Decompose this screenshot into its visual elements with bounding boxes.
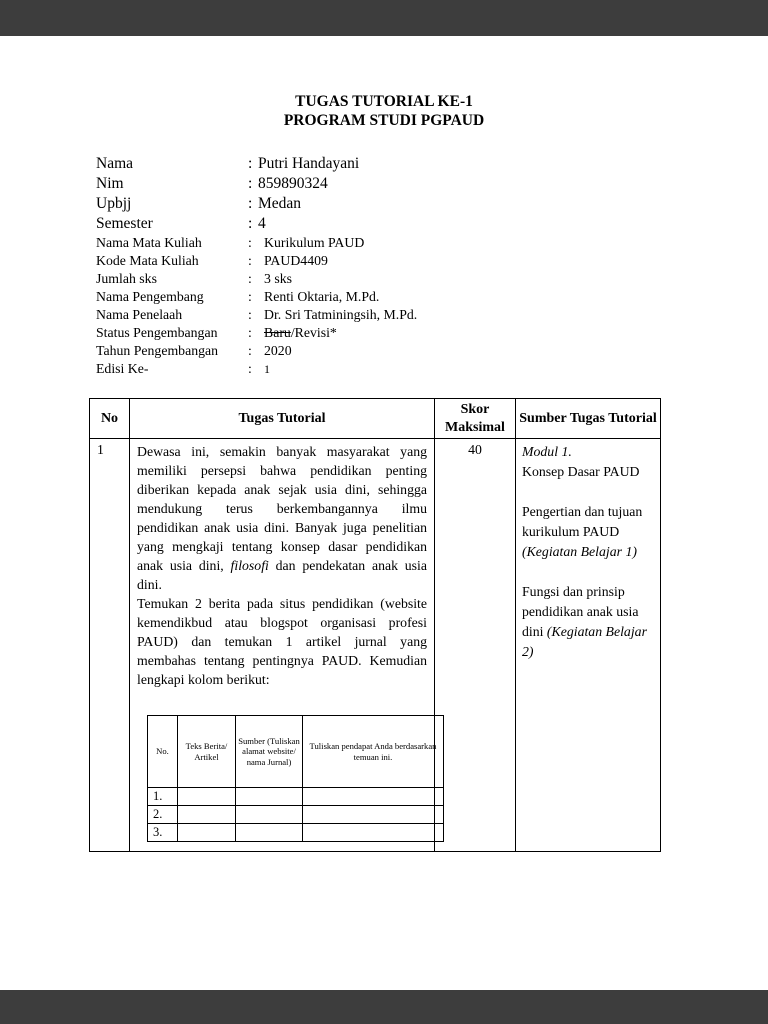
- field-label: Nama Pengembang: [96, 289, 204, 304]
- sumber-paragraph-3-italic: (Kegiatan Belajar 2): [522, 624, 647, 659]
- field-row-semester: [96, 214, 768, 234]
- sumber-konsep-line: Konsep Dasar PAUD: [522, 464, 640, 479]
- task-paragraph-1-text: Dewasa ini, semakin banyak masyarakat yang memiliki persepsi bahwa pendidikan penting diberikan kepada anak sejak usia dini, sehingga mendukung terus berkembangannya ilmu pendidikan anak usia dini. Banyak juga penelitian yang mengkaji tentang konsep dasar pendidikan anak usia dini,: [137, 444, 427, 573]
- field-value: 859890324: [258, 175, 328, 192]
- task-paragraph-2: Temukan 2 berita pada situs pendidikan (website kemendikbud atau blogspot organisasi profesi PAUD) dan temukan 1 artikel jurnal yang membahas tentang pentingnya PAUD. Kemudian lengkapi kolom berikut:: [137, 596, 427, 687]
- empty-cell: [178, 788, 236, 806]
- findings-row-2: [148, 806, 444, 824]
- field-value: 3 sks: [264, 271, 292, 286]
- field-value: 4: [258, 215, 266, 232]
- field-row-status-pengembangan: [96, 324, 768, 342]
- col-header-skor-maksimal: Skor Maksimal: [435, 399, 516, 439]
- field-colon: :: [248, 307, 252, 322]
- field-value: 2020: [264, 343, 292, 358]
- document-page: [0, 36, 768, 990]
- empty-cell: [178, 824, 236, 842]
- field-row-kode-mata-kuliah: [96, 252, 768, 270]
- field-label: Jumlah sks: [96, 271, 157, 286]
- sumber-paragraph-2-text: Pengertian dan tujuan kurikulum PAUD: [522, 504, 643, 539]
- empty-cell: [303, 806, 444, 824]
- field-value: Renti Oktaria, M.Pd.: [264, 289, 380, 304]
- field-colon: :: [248, 289, 252, 304]
- document-title: [0, 36, 768, 130]
- field-value: Kurikulum PAUD: [264, 235, 365, 250]
- field-row-nama-penelaah: [96, 306, 768, 324]
- student-info-block: [96, 154, 768, 378]
- field-value: Medan: [258, 195, 302, 212]
- sumber-paragraph-2-italic: (Kegiatan Belajar 1): [522, 544, 637, 559]
- field-value: [264, 324, 337, 342]
- field-row-tahun-pengembangan: [96, 342, 768, 360]
- findings-col-sumber: Sumber (Tuliskan alamat website/ nama Jurnal): [236, 716, 303, 788]
- findings-col-teks: Teks Berita/ Artikel: [178, 716, 236, 788]
- field-colon: :: [248, 271, 252, 286]
- sumber-paragraph-3-text: Fungsi dan prinsip pendidikan anak usia dini: [522, 584, 639, 639]
- field-label: Status Pengembangan: [96, 325, 218, 340]
- empty-cell: [236, 806, 303, 824]
- field-colon: :: [248, 361, 252, 376]
- field-label: Edisi Ke-: [96, 361, 149, 376]
- field-value: Dr. Sri Tatminingsih, M.Pd.: [264, 307, 418, 322]
- sumber-paragraph-3: [522, 582, 654, 662]
- empty-cell: [236, 788, 303, 806]
- field-colon: :: [248, 253, 252, 268]
- field-label: Nama: [96, 155, 134, 172]
- field-label: Upbjj: [96, 195, 132, 212]
- field-row-nama-pengembang: [96, 288, 768, 306]
- sumber-paragraph-2: [522, 502, 654, 562]
- col-header-sumber-tugas: Sumber Tugas Tutorial: [516, 399, 661, 439]
- skor-maksimal-cell: 40: [435, 439, 516, 852]
- findings-row-3: [148, 824, 444, 842]
- sumber-modul-line: Modul 1.: [522, 444, 572, 459]
- viewer-bottom-bar: [0, 990, 768, 1024]
- findings-col-no: No.: [148, 716, 178, 788]
- title-line-2: PROGRAM STUDI PGPAUD: [283, 112, 485, 129]
- field-colon: :: [248, 343, 252, 358]
- task-paragraph-1-end: dan pendekatan anak usia dini.: [137, 558, 428, 592]
- field-value-struck: Baru: [264, 325, 291, 340]
- field-value: PAUD4409: [264, 253, 328, 268]
- spacer: [522, 562, 654, 582]
- empty-cell: [303, 824, 444, 842]
- field-row-nama: [96, 154, 768, 174]
- tugas-tutorial-cell: [130, 439, 435, 852]
- field-row-nim: [96, 174, 768, 194]
- empty-cell: [303, 788, 444, 806]
- spacer: [522, 482, 654, 502]
- field-colon: :: [248, 195, 253, 212]
- field-colon: :: [248, 215, 253, 232]
- findings-row-1: [148, 788, 444, 806]
- field-value-rest: /Revisi*: [290, 325, 337, 340]
- field-value: 1: [264, 362, 270, 376]
- field-label: Tahun Pengembangan: [96, 343, 219, 358]
- findings-row-number: 2.: [148, 806, 178, 824]
- findings-header-row: [148, 716, 444, 788]
- field-colon: :: [248, 175, 253, 192]
- findings-table: [147, 715, 444, 842]
- sumber-tugas-cell: [516, 439, 661, 852]
- field-row-nama-mata-kuliah: [96, 234, 768, 252]
- row-number-cell: 1: [90, 439, 130, 852]
- field-label: Nama Penelaah: [96, 307, 183, 322]
- col-header-tugas-tutorial: Tugas Tutorial: [130, 399, 435, 439]
- findings-row-number: 3.: [148, 824, 178, 842]
- table-row: [90, 439, 661, 852]
- findings-row-number: 1.: [148, 788, 178, 806]
- field-colon: :: [248, 235, 252, 250]
- field-label: Kode Mata Kuliah: [96, 253, 199, 268]
- field-row-edisi: [96, 360, 768, 378]
- col-header-no: No: [90, 399, 130, 439]
- viewer-top-bar: [0, 0, 768, 36]
- task-paragraph-1: [137, 442, 427, 594]
- field-label: Semester: [96, 215, 153, 232]
- field-value: Putri Handayani: [258, 155, 360, 172]
- title-line-1: TUGAS TUTORIAL KE-1: [295, 93, 473, 110]
- findings-col-pendapat: Tuliskan pendapat Anda berdasarkan temuan ini.: [303, 716, 444, 788]
- field-colon: :: [248, 325, 252, 340]
- field-label: Nim: [96, 175, 124, 192]
- assignment-table: [89, 398, 661, 852]
- task-paragraph-1-italic: filosofi: [230, 558, 269, 573]
- field-row-jumlah-sks: [96, 270, 768, 288]
- empty-cell: [178, 806, 236, 824]
- field-label: Nama Mata Kuliah: [96, 235, 202, 250]
- field-colon: :: [248, 155, 253, 172]
- empty-cell: [236, 824, 303, 842]
- table-header-row: [90, 399, 661, 439]
- field-row-upbjj: [96, 194, 768, 214]
